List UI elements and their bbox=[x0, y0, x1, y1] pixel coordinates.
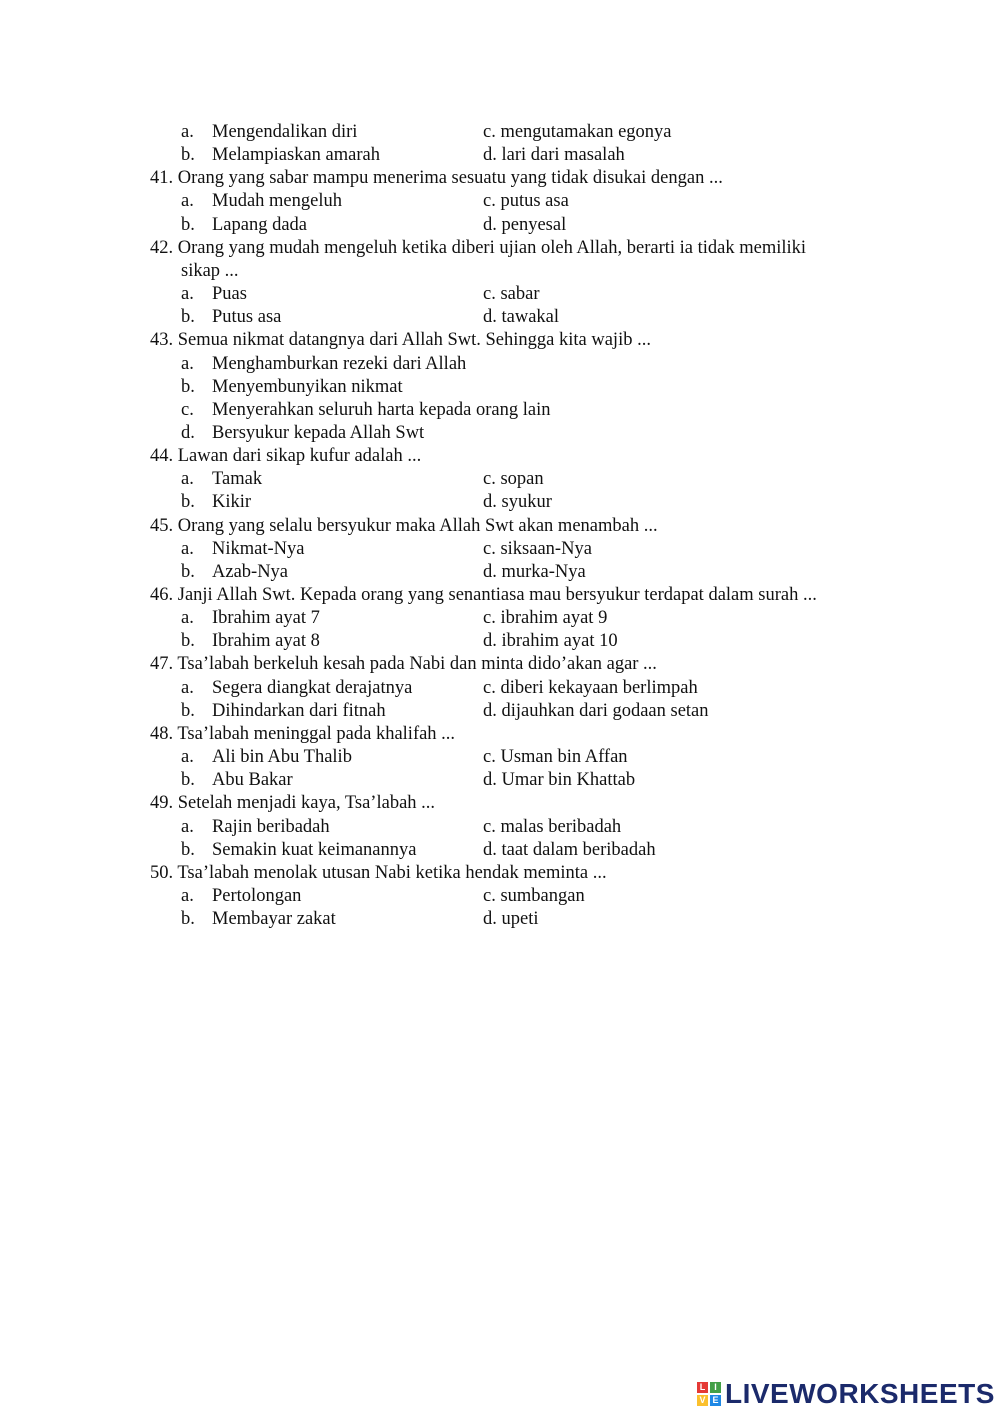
question-text-continued: sikap ... bbox=[181, 260, 239, 281]
option-letter: b. bbox=[181, 145, 195, 166]
option-letter: a. bbox=[181, 191, 194, 212]
option-text: c. diberi kekayaan berlimpah bbox=[483, 677, 698, 698]
question-text: 41. Orang yang sabar mampu menerima sesuatu yang tidak disukai dengan ... bbox=[150, 168, 723, 189]
answer-options-row bbox=[0, 700, 1000, 723]
option-text: d. upeti bbox=[483, 909, 539, 930]
question-text: 47. Tsa’labah berkeluh kesah pada Nabi dan minta dido’akan agar ... bbox=[150, 654, 657, 675]
answer-options-row bbox=[0, 399, 1000, 422]
option-text: d. murka-Nya bbox=[483, 561, 586, 582]
logo-text: LIVEWORKSHEETS bbox=[725, 1378, 995, 1409]
option-text: Azab-Nya bbox=[212, 561, 289, 582]
option-letter: b. bbox=[181, 214, 195, 235]
option-letter: a. bbox=[181, 469, 194, 490]
answer-options-row bbox=[0, 283, 1000, 306]
option-text: Lapang dada bbox=[212, 214, 308, 235]
option-text: Ibrahim ayat 7 bbox=[212, 608, 320, 629]
option-text: c. putus asa bbox=[483, 191, 569, 212]
option-text: c. sumbangan bbox=[483, 885, 585, 906]
option-text: Bersyukur kepada Allah Swt bbox=[212, 422, 425, 443]
option-letter: b. bbox=[181, 561, 195, 582]
option-text: Rajin beribadah bbox=[212, 816, 330, 837]
question-text: 48. Tsa’labah meninggal pada khalifah ... bbox=[150, 723, 456, 744]
option-letter: a. bbox=[181, 747, 194, 768]
option-text: Kikir bbox=[212, 492, 252, 513]
option-text: d. Umar bin Khattab bbox=[483, 770, 636, 791]
question-text: 42. Orang yang mudah mengeluh ketika diberi ujian oleh Allah, berarti ia tidak memiliki bbox=[150, 237, 807, 258]
option-text: c. sabar bbox=[483, 284, 540, 305]
logo-icon bbox=[697, 1382, 721, 1406]
option-letter: a. bbox=[181, 122, 194, 142]
option-text: Tamak bbox=[212, 469, 263, 490]
logo-tile: L bbox=[697, 1382, 708, 1393]
option-letter: a. bbox=[181, 608, 194, 629]
option-text: Mudah mengeluh bbox=[212, 191, 342, 212]
option-text: c. mengutamakan egonya bbox=[483, 122, 672, 142]
option-text: Menghamburkan rezeki dari Allah bbox=[212, 353, 467, 374]
option-letter: d. bbox=[181, 422, 195, 443]
option-letter: a. bbox=[181, 885, 194, 906]
answer-options-row bbox=[0, 908, 1000, 931]
option-text: Dihindarkan dari fitnah bbox=[212, 700, 386, 721]
logo-tile: I bbox=[710, 1382, 721, 1393]
option-letter: a. bbox=[181, 538, 194, 559]
option-letter: b. bbox=[181, 631, 195, 652]
option-text: Mengendalikan diri bbox=[212, 122, 358, 142]
option-text: Ibrahim ayat 8 bbox=[212, 631, 320, 652]
answer-options-row bbox=[0, 144, 1000, 167]
answer-options-row bbox=[0, 121, 1000, 144]
answer-options-row bbox=[0, 561, 1000, 584]
option-text: c. sopan bbox=[483, 469, 544, 490]
option-text: Putus asa bbox=[212, 307, 282, 328]
answer-options-row bbox=[0, 214, 1000, 237]
logo-tile: E bbox=[710, 1395, 721, 1406]
question-text: 50. Tsa’labah menolak utusan Nabi ketika hendak meminta ... bbox=[150, 862, 607, 883]
option-letter: b. bbox=[181, 839, 195, 860]
question-text: 49. Setelah menjadi kaya, Tsa’labah ... bbox=[150, 793, 436, 814]
option-letter: b. bbox=[181, 376, 195, 397]
option-text: Membayar zakat bbox=[212, 909, 336, 930]
answer-options-row bbox=[0, 839, 1000, 862]
option-text: d. penyesal bbox=[483, 214, 567, 235]
option-letter: a. bbox=[181, 353, 194, 374]
question-text: 44. Lawan dari sikap kufur adalah ... bbox=[150, 446, 422, 467]
option-text: c. Usman bin Affan bbox=[483, 747, 628, 768]
answer-options-row bbox=[0, 353, 1000, 376]
option-text: d. lari dari masalah bbox=[483, 145, 625, 166]
option-text: c. ibrahim ayat 9 bbox=[483, 608, 608, 629]
logo-tile: V bbox=[697, 1395, 708, 1406]
answer-options-row bbox=[0, 630, 1000, 653]
question-text: 43. Semua nikmat datangnya dari Allah Swt. Sehingga kita wajib ... bbox=[150, 330, 651, 351]
option-text: Semakin kuat keimanannya bbox=[212, 839, 417, 860]
option-text: d. dijauhkan dari godaan setan bbox=[483, 700, 709, 721]
option-letter: c. bbox=[181, 399, 194, 420]
option-text: d. syukur bbox=[483, 492, 552, 513]
answer-options-row bbox=[0, 306, 1000, 329]
option-text: Menyerahkan seluruh harta kepada orang lain bbox=[212, 399, 551, 420]
option-text: Menyembunyikan nikmat bbox=[212, 376, 403, 397]
option-text: Nikmat-Nya bbox=[212, 538, 305, 559]
option-text: d. tawakal bbox=[483, 307, 560, 328]
option-letter: b. bbox=[181, 492, 195, 513]
answer-options-row bbox=[0, 491, 1000, 514]
option-letter: b. bbox=[181, 770, 195, 791]
answer-options-row bbox=[0, 769, 1000, 792]
option-text: Abu Bakar bbox=[212, 770, 293, 791]
answer-options-row bbox=[0, 376, 1000, 399]
answer-options-row bbox=[0, 190, 1000, 213]
option-text: d. ibrahim ayat 10 bbox=[483, 631, 618, 652]
answer-options-row bbox=[0, 885, 1000, 908]
option-text: c. malas beribadah bbox=[483, 816, 622, 837]
option-text: d. taat dalam beribadah bbox=[483, 839, 656, 860]
answer-options-row bbox=[0, 816, 1000, 839]
option-letter: a. bbox=[181, 677, 194, 698]
option-text: Puas bbox=[212, 284, 247, 305]
question-text: 46. Janji Allah Swt. Kepada orang yang senantiasa mau bersyukur terdapat dalam surah ... bbox=[150, 585, 817, 605]
option-letter: a. bbox=[181, 816, 194, 837]
answer-options-row bbox=[0, 468, 1000, 491]
option-text: Pertolongan bbox=[212, 885, 302, 906]
answer-options-row bbox=[0, 607, 1000, 630]
option-text: Ali bin Abu Thalib bbox=[212, 747, 352, 768]
option-text: Segera diangkat derajatnya bbox=[212, 677, 413, 698]
option-letter: b. bbox=[181, 909, 195, 930]
answer-options-row bbox=[0, 746, 1000, 769]
option-text: Melampiaskan amarah bbox=[212, 145, 380, 166]
answer-options-row bbox=[0, 538, 1000, 561]
option-letter: b. bbox=[181, 307, 195, 328]
answer-options-row bbox=[0, 677, 1000, 700]
question-text: 45. Orang yang selalu bersyukur maka Allah Swt akan menambah ... bbox=[150, 515, 658, 536]
option-letter: a. bbox=[181, 284, 194, 305]
liveworksheets-logo bbox=[697, 1380, 995, 1408]
answer-options-row bbox=[0, 422, 1000, 445]
option-text: c. siksaan-Nya bbox=[483, 538, 592, 559]
option-letter: b. bbox=[181, 700, 195, 721]
